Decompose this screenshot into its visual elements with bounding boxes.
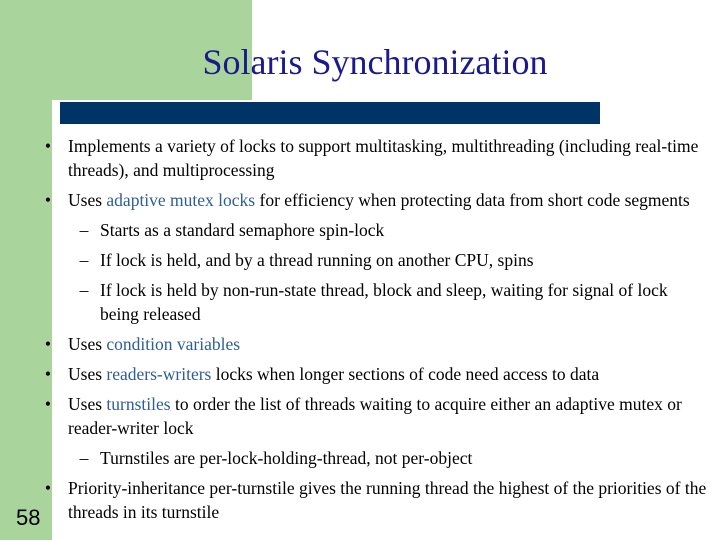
bullet-text: Uses xyxy=(68,334,107,354)
bullet-text: Implements a variety of locks to support multitasking, multithreading (including real-time threads), and multiprocessing xyxy=(68,136,699,180)
bullet-marker: • xyxy=(44,394,52,414)
bullet-marker: • xyxy=(44,478,52,498)
sub-bullet-marker: – xyxy=(79,280,89,300)
sub-bullet-item xyxy=(28,248,708,272)
sub-bullet-text: Starts as a standard semaphore spin-lock xyxy=(100,220,385,240)
bullet-item xyxy=(28,332,708,356)
bullet-text: Uses xyxy=(68,364,107,384)
bullet-item xyxy=(28,188,708,212)
bullet-marker: • xyxy=(44,190,52,210)
bullet-marker: • xyxy=(44,136,52,156)
sub-bullet-text: If lock is held by non-run-state thread, block and sleep, waiting for signal of lock being released xyxy=(100,280,668,324)
highlight-term: turnstiles xyxy=(106,394,171,414)
bullet-text: Uses xyxy=(68,190,107,210)
highlight-term: adaptive mutex locks xyxy=(106,190,256,210)
slide-content xyxy=(28,134,708,530)
slide-title: Solaris Synchronization xyxy=(202,42,548,82)
title-underline-bar xyxy=(60,102,600,124)
slide-number: 58 xyxy=(16,505,41,530)
sub-bullet-item xyxy=(28,446,708,470)
bullet-text: to order the list of threads waiting to acquire either an adaptive mutex or reader-writer lock xyxy=(68,394,682,438)
bullet-marker: • xyxy=(44,334,52,354)
sub-bullet-item xyxy=(28,278,708,326)
bullet-item xyxy=(28,362,708,386)
highlight-term: condition variables xyxy=(106,334,241,354)
sub-bullet-text: Turnstiles are per-lock-holding-thread, not per-object xyxy=(100,448,473,468)
sub-bullet-marker: – xyxy=(79,448,89,468)
sub-bullet-marker: – xyxy=(79,250,89,270)
sub-bullet-item xyxy=(28,218,708,242)
highlight-term: readers-writers xyxy=(106,364,212,384)
sub-bullet-text: If lock is held, and by a thread running on another CPU, spins xyxy=(100,250,534,270)
bullet-item xyxy=(28,476,708,524)
bullet-text: locks when longer sections of code need access to data xyxy=(211,364,600,384)
bullet-text: Uses xyxy=(68,394,107,414)
bullet-item xyxy=(28,134,708,182)
bullet-marker: • xyxy=(44,364,52,384)
bullet-text: Priority-inheritance per-turnstile gives the running thread the highest of the priorities of the threads in its turnstile xyxy=(68,478,707,522)
bullet-text: for efficiency when protecting data from short code segments xyxy=(255,190,690,210)
sub-bullet-marker: – xyxy=(79,220,89,240)
bullet-item xyxy=(28,392,708,440)
